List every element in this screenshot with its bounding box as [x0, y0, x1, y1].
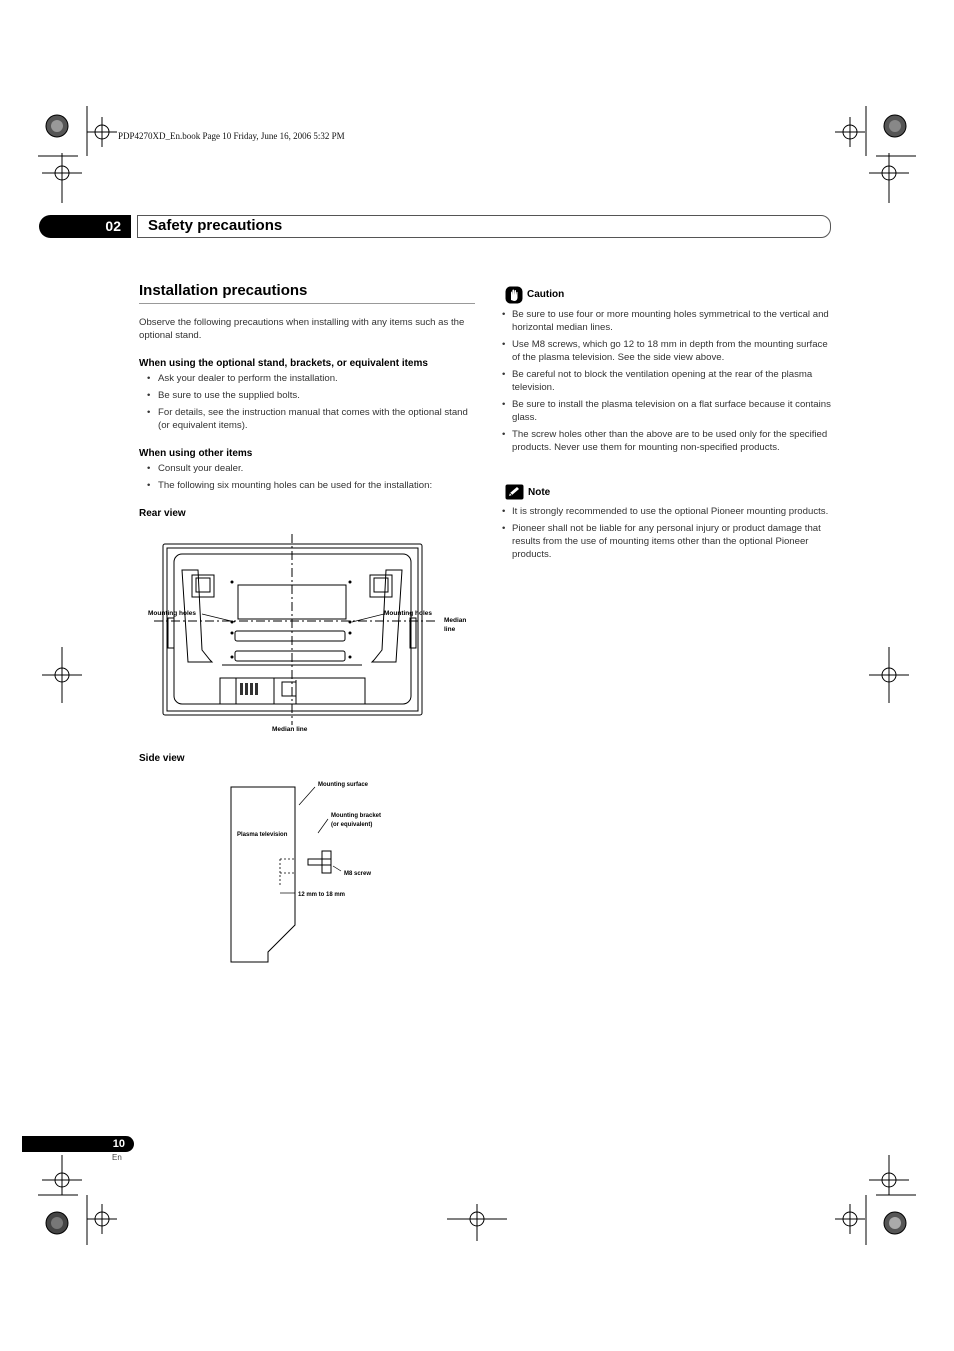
note-pencil-icon — [505, 484, 524, 500]
sub2-list — [139, 462, 479, 496]
list-item: • Be careful not to block the ventilation opening at the rear of the plasma television. — [500, 368, 832, 394]
caution-list — [500, 308, 832, 458]
label-median-bottom: Median line — [272, 726, 308, 733]
list-item: • The screw holes other than the above are to be used only for the specified products. Never use them for mounting non-specified products. — [500, 428, 832, 454]
tv-side-profile — [231, 787, 295, 962]
section-rule — [139, 303, 475, 304]
section-intro: Observe the following precautions when installing with any items such as the optional stand. — [139, 317, 465, 341]
list-item: • The following six mounting holes can be used for the installation: — [139, 479, 479, 492]
list-item: • Be sure to use the supplied bolts. — [139, 389, 475, 402]
list-item: • Consult your dealer. — [139, 462, 479, 475]
label-plasma-tv: Plasma television — [237, 832, 288, 838]
list-item: • It is strongly recommended to use the optional Pioneer mounting products. — [500, 505, 832, 518]
label-mounting-bracket-2: (or equivalent) — [331, 822, 373, 828]
section-title: Installation precautions — [139, 282, 308, 299]
label-mounting-surface: Mounting surface — [318, 782, 369, 788]
screw-head — [322, 851, 331, 873]
left-slot — [168, 618, 174, 648]
note-title: Note — [528, 487, 551, 498]
middle-plate — [235, 631, 345, 641]
chapter-number: 02 — [39, 215, 131, 238]
rear-view-diagram — [140, 530, 480, 740]
note-list — [500, 505, 832, 565]
caution-title: Caution — [527, 289, 565, 300]
label-mounting-holes-left: Mounting holes — [148, 610, 197, 617]
label-depth: 12 mm to 18 mm — [298, 892, 346, 898]
side-view-diagram — [225, 775, 405, 967]
sub1-list — [139, 372, 475, 436]
lower-plate — [235, 651, 345, 661]
list-item: • For details, see the instruction manual that comes with the optional stand (or equivalent items). — [139, 406, 475, 432]
rear-view-title: Rear view — [139, 508, 186, 519]
page-language: En — [112, 1153, 122, 1162]
sub2-title: When using other items — [139, 448, 253, 459]
list-item: • Be sure to install the plasma television on a flat surface because it contains glass. — [500, 398, 832, 424]
side-view-title: Side view — [139, 753, 185, 764]
list-item: • Use M8 screws, which go 12 to 18 mm in depth from the mounting surface of the plasma television. See the side view above. — [500, 338, 832, 364]
label-mounting-holes-right: Mounting holes — [384, 610, 433, 617]
screw-shaft — [308, 859, 331, 865]
label-median-right-2: line — [444, 626, 456, 633]
page-number: 10 — [22, 1136, 134, 1152]
terminal-port — [282, 682, 296, 696]
list-item: • Pioneer shall not be liable for any personal injury or product damage that results from the use of mounting items other than the optional Pioneer products. — [500, 522, 832, 561]
chapter-title: Safety precautions — [148, 217, 283, 234]
label-median-right-1: Median — [444, 617, 467, 624]
caution-icon — [505, 286, 523, 304]
list-item: • Be sure to use four or more mounting holes symmetrical to the vertical and horizontal median lines. — [500, 308, 832, 334]
sub1-title: When using the optional stand, brackets, or equivalent items — [139, 358, 428, 369]
print-info: PDP4270XD_En.book Page 10 Friday, June 16, 2006 5:32 PM — [118, 131, 345, 141]
list-item: • Ask your dealer to perform the installation. — [139, 372, 475, 385]
label-mounting-bracket-1: Mounting bracket — [331, 813, 382, 819]
label-m8-screw: M8 screw — [344, 871, 372, 877]
